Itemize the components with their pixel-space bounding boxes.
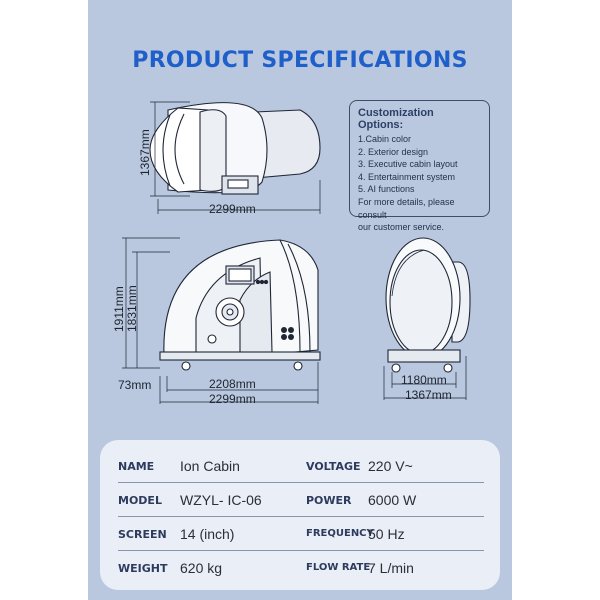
- spec-label: FREQUENCY: [306, 528, 374, 539]
- spec-label: MODEL: [118, 494, 162, 507]
- spec-value: 6000 W: [368, 492, 417, 508]
- side-view-top-drawing: [150, 102, 320, 214]
- spec-value: WZYL- IC-06: [180, 492, 262, 508]
- dim-main-total-length: 2299mm: [209, 392, 256, 406]
- spec-value: 220 V~: [368, 458, 413, 474]
- spec-value: 7 L/min: [368, 560, 414, 576]
- spec-label: WEIGHT: [118, 562, 168, 575]
- customization-line: 2. Exterior design: [358, 146, 429, 157]
- customization-line: 1.Cabin color: [358, 134, 412, 144]
- spec-label: FLOW RATE: [306, 562, 371, 573]
- spec-row: [118, 483, 500, 517]
- customization-line: 5. AI functions: [358, 184, 415, 195]
- spec-label: POWER: [306, 494, 352, 507]
- customization-line: 3. Executive cabin layout: [358, 159, 458, 170]
- customization-heading: Customization Options:: [358, 107, 434, 131]
- dim-main-inner-length: 2208mm: [209, 377, 256, 391]
- spec-value: Ion Cabin: [180, 458, 240, 474]
- dim-main-height-2: 1831mm: [125, 285, 139, 332]
- spec-label: VOLTAGE: [306, 460, 361, 473]
- customization-line: 4. Entertainment system: [358, 171, 456, 182]
- page-title: PRODUCT SPECIFICATIONS: [132, 48, 468, 73]
- spec-row: [118, 517, 500, 551]
- spec-value: 620 kg: [180, 560, 223, 576]
- customization-options-box: [349, 100, 490, 233]
- dim-main-offset: 73mm: [118, 378, 152, 392]
- dim-side-top-length: 2299mm: [209, 202, 256, 216]
- spec-value: 50 Hz: [368, 526, 405, 542]
- spec-value: 14 (inch): [180, 526, 235, 542]
- customization-line: our customer service.: [358, 222, 445, 233]
- spec-row: [118, 551, 500, 585]
- spec-table: [100, 440, 500, 590]
- spec-label: SCREEN: [118, 528, 167, 541]
- spec-label: NAME: [118, 460, 155, 473]
- dim-main-height-1: 1911mm: [112, 286, 126, 332]
- dim-front-inner-width: 1180mm: [401, 373, 447, 387]
- dim-side-top-height: 1367mm: [138, 129, 152, 176]
- dim-front-total-width: 1367mm: [405, 388, 452, 402]
- customization-line: For more details, please consult: [358, 196, 455, 220]
- spec-row: [118, 449, 500, 483]
